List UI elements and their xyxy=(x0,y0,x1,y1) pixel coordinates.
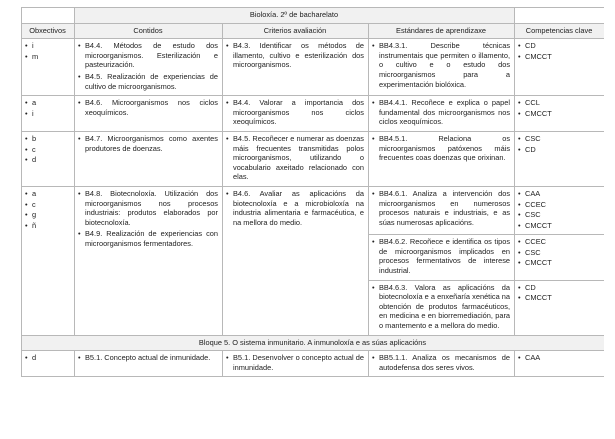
competencias-cell xyxy=(515,96,604,132)
competencia-list xyxy=(518,353,600,363)
competencia-item: • CD xyxy=(518,283,600,293)
competencia-item: • CMCCT xyxy=(518,52,600,62)
estandar-list xyxy=(372,134,510,163)
obxectivo-item: • d xyxy=(25,353,70,363)
title-right-cell xyxy=(515,8,604,24)
estandar-item: • BB5.1.1. Analiza os mecanismos de autodefensa dos seres vivos. xyxy=(372,353,510,372)
estandar-cell xyxy=(369,186,515,234)
contido-item: • B4.7. Microorganismos como axentes produtores de doenzas. xyxy=(78,134,218,153)
criterio-item: • B5.1. Desenvolver o concepto actual de inmunidade. xyxy=(226,353,364,372)
obxectivos-cell xyxy=(22,39,75,96)
criterio-cell xyxy=(223,96,369,132)
table-row xyxy=(22,39,605,96)
obxectivo-item: • c xyxy=(25,145,70,155)
table-row xyxy=(22,96,605,132)
criterio-list xyxy=(226,41,364,70)
criterio-list xyxy=(226,98,364,127)
header-competencias: Competencias clave xyxy=(515,23,604,39)
table-row xyxy=(22,186,605,234)
criterio-cell xyxy=(223,39,369,96)
obxectivo-item: • i xyxy=(25,109,70,119)
criterio-list xyxy=(226,134,364,182)
estandar-list xyxy=(372,41,510,89)
estandar-cell xyxy=(369,280,515,335)
table-title: Bioloxía. 2º de bacharelato xyxy=(75,8,515,24)
table-row xyxy=(22,351,605,377)
obxectivo-item: • d xyxy=(25,155,70,165)
estandar-cell xyxy=(369,96,515,132)
obxectivo-list xyxy=(25,134,70,165)
title-row xyxy=(22,8,605,24)
contido-item: • B4.8. Biotecnoloxía. Utilización dos microorganismos nos procesos industriais: produtos elaborados por biotecnoloxía. xyxy=(78,189,218,227)
obxectivo-item: • a xyxy=(25,98,70,108)
header-estandares: Estándares de aprendizaxe xyxy=(369,23,515,39)
block-title-row xyxy=(22,335,605,351)
contido-cell xyxy=(75,39,223,96)
contido-cell xyxy=(75,186,223,335)
obxectivo-item: • b xyxy=(25,134,70,144)
obxectivo-list xyxy=(25,189,70,230)
competencia-list xyxy=(518,189,600,230)
estandar-list xyxy=(372,98,510,127)
competencia-list xyxy=(518,98,600,118)
competencia-item: • CD xyxy=(518,41,600,51)
contido-list xyxy=(78,98,218,117)
criterio-item: • B4.6. Avaliar as aplicacións da biotecnoloxía e a microbioloxía na industria alimentaria e farmacéutica, e na mellora do medio. xyxy=(226,189,364,227)
competencia-list xyxy=(518,237,600,268)
competencias-cell xyxy=(515,39,604,96)
competencia-item: • CMCCT xyxy=(518,293,600,303)
criterio-cell xyxy=(223,351,369,377)
competencia-item: • CCEC xyxy=(518,237,600,247)
competencia-item: • CCL xyxy=(518,98,600,108)
estandar-list xyxy=(372,237,510,275)
obxectivo-item: • i xyxy=(25,41,70,51)
estandar-cell xyxy=(369,351,515,377)
contido-cell xyxy=(75,131,223,186)
competencia-item: • CSC xyxy=(518,248,600,258)
estandar-item: • BB4.5.1. Relaciona os microorganismos patóxenos máis frecuentes coas doenzas que orixinan. xyxy=(372,134,510,163)
obxectivos-cell xyxy=(22,186,75,335)
competencias-cell xyxy=(515,351,604,377)
competencia-item: • CAA xyxy=(518,189,600,199)
estandar-cell xyxy=(369,39,515,96)
competencia-item: • CMCCT xyxy=(518,221,600,231)
contido-list xyxy=(78,41,218,91)
obxectivo-item: • m xyxy=(25,52,70,62)
competencias-cell xyxy=(515,235,604,280)
contido-item: • B4.4. Métodos de estudo dos microorganismos. Esterilización e pasteurización. xyxy=(78,41,218,70)
estandar-item: • BB4.6.1. Analiza a intervención dos microorganismos en numerosos procesos naturais e industriais, e as súas numerosas aplicacións. xyxy=(372,189,510,227)
obxectivos-cell xyxy=(22,96,75,132)
criterio-list xyxy=(226,189,364,227)
competencia-item: • CSC xyxy=(518,210,600,220)
contido-cell xyxy=(75,96,223,132)
contido-list xyxy=(78,134,218,153)
contido-cell xyxy=(75,351,223,377)
competencia-item: • CD xyxy=(518,145,600,155)
estandar-cell xyxy=(369,235,515,280)
obxectivo-item: • c xyxy=(25,200,70,210)
header-criterios: Criterios avaliación xyxy=(223,23,369,39)
competencia-item: • CMCCT xyxy=(518,109,600,119)
criterio-cell xyxy=(223,131,369,186)
header-obxectivos: Obxectivos xyxy=(22,23,75,39)
estandar-list xyxy=(372,189,510,227)
header-row xyxy=(22,23,605,39)
contido-item: • B5.1. Concepto actual de inmunidade. xyxy=(78,353,218,363)
block5-title: Bloque 5. O sistema inmunitario. A inmunoloxía e as súas aplicacións xyxy=(22,335,605,351)
criterio-cell xyxy=(223,186,369,335)
criterio-item: • B4.3. Identificar os métodos de illamento, cultivo e esterilización dos microorganismos. xyxy=(226,41,364,70)
contido-item: • B4.6. Microorganismos nos ciclos xeoquímicos. xyxy=(78,98,218,117)
criterio-list xyxy=(226,353,364,372)
estandar-item: • BB4.3.1. Describe técnicas instrumentais que permiten o illamento, o cultivo e o estudo dos microorganismos para a experimentación biolóxica. xyxy=(372,41,510,89)
competencia-list xyxy=(518,41,600,61)
competencia-item: • CAA xyxy=(518,353,600,363)
estandar-item: • BB4.4.1. Recoñece e explica o papel fundamental dos microorganismos nos ciclos xeoquímicos. xyxy=(372,98,510,127)
criterio-item: • B4.5. Recoñecer e numerar as doenzas máis frecuentes transmitidas polos microorganismos, utilizando o vocabulario axeitado relacionado con elas. xyxy=(226,134,364,182)
estandar-list xyxy=(372,353,510,372)
title-corner-cell xyxy=(22,8,75,24)
competencia-list xyxy=(518,134,600,154)
obxectivos-cell xyxy=(22,351,75,377)
obxectivo-item: • g xyxy=(25,210,70,220)
estandar-cell xyxy=(369,131,515,186)
competencia-item: • CMCCT xyxy=(518,258,600,268)
table-row xyxy=(22,131,605,186)
contido-list xyxy=(78,353,218,363)
estandar-list xyxy=(372,283,510,331)
estandar-item: • BB4.6.3. Valora as aplicacións da biotecnoloxía e a enxeñaría xenética na obtención de produtos farmacéuticos, en medicina e en biorremediación, para o mantemento e a mellora do medio. xyxy=(372,283,510,331)
contido-item: • B4.9. Realización de experiencias con microorganismos fermentadores. xyxy=(78,229,218,248)
estandar-item: • BB4.6.2. Recoñece e identifica os tipos de microorganismos implicados en procesos fermentativos de interese industrial. xyxy=(372,237,510,275)
competencia-item: • CSC xyxy=(518,134,600,144)
competencias-cell xyxy=(515,186,604,234)
contido-item: • B4.5. Realización de experiencias de cultivo de microorganismos. xyxy=(78,72,218,91)
competencia-item: • CCEC xyxy=(518,200,600,210)
competencia-list xyxy=(518,283,600,303)
obxectivo-item: • a xyxy=(25,189,70,199)
criterio-item: • B4.4. Valorar a importancia dos microorganismos nos ciclos xeoquímicos. xyxy=(226,98,364,127)
contido-list xyxy=(78,189,218,249)
obxectivos-cell xyxy=(22,131,75,186)
header-contidos: Contidos xyxy=(75,23,223,39)
competencias-cell xyxy=(515,280,604,335)
curriculum-table-frame xyxy=(21,7,604,414)
obxectivo-list xyxy=(25,353,70,363)
curriculum-table xyxy=(21,7,604,377)
competencias-cell xyxy=(515,131,604,186)
obxectivo-item: • ñ xyxy=(25,221,70,231)
obxectivo-list xyxy=(25,41,70,61)
obxectivo-list xyxy=(25,98,70,118)
